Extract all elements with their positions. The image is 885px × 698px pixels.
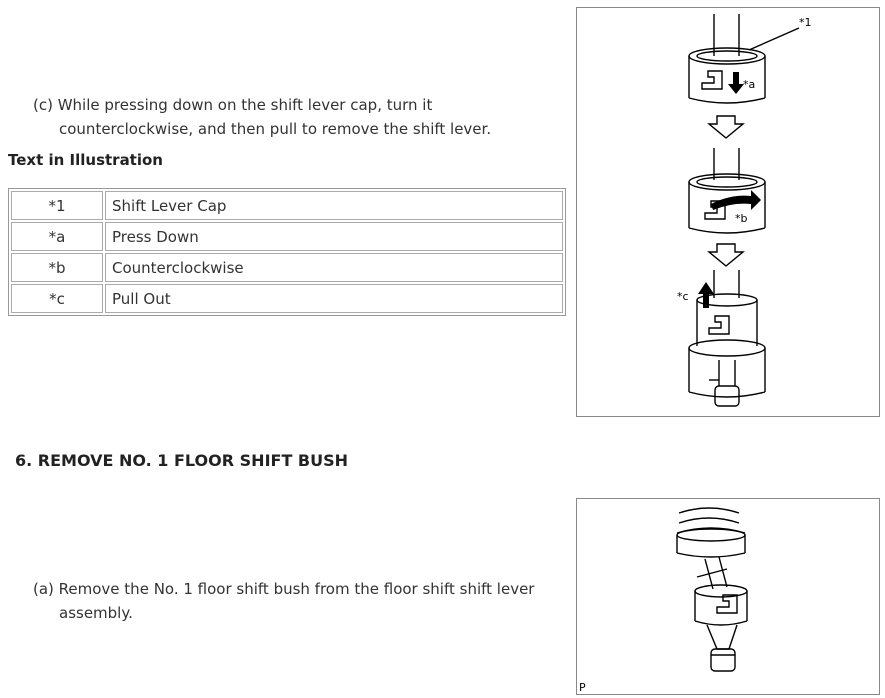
shift-lever-cap-illustration <box>576 7 880 417</box>
legend-table-wrapper <box>8 188 566 316</box>
figure1-label-1: *1 <box>799 16 812 29</box>
step-c-line2: counterclockwise, and then pull to remove the shift lever. <box>59 120 492 138</box>
figure1-label-c: *c <box>677 290 689 303</box>
legend-code: *c <box>11 284 103 313</box>
step-a-line1: (a) Remove the No. 1 floor shift bush from the floor shift shift lever <box>33 580 535 598</box>
legend-row <box>11 284 563 313</box>
step-c-instruction <box>33 93 491 141</box>
shift-lever-cap-drawing <box>577 8 879 416</box>
text-in-illustration-heading: Text in Illustration <box>8 151 163 169</box>
floor-shift-bush-illustration <box>576 498 880 695</box>
legend-table <box>8 188 566 316</box>
floor-shift-bush-drawing <box>577 499 879 694</box>
legend-code: *b <box>11 253 103 282</box>
step-a-line2: assembly. <box>59 604 133 622</box>
legend-code: *1 <box>11 191 103 220</box>
legend-desc: Counterclockwise <box>105 253 563 282</box>
legend-code: *a <box>11 222 103 251</box>
figure2-corner-label: P <box>579 681 586 694</box>
legend-row <box>11 222 563 251</box>
step-c-line1: (c) While pressing down on the shift lever cap, turn it <box>33 96 433 114</box>
step-a-instruction <box>33 577 534 625</box>
legend-desc: Press Down <box>105 222 563 251</box>
legend-row <box>11 191 563 220</box>
section-6-heading: 6. REMOVE NO. 1 FLOOR SHIFT BUSH <box>15 451 349 470</box>
legend-desc: Pull Out <box>105 284 563 313</box>
figure1-label-a: *a <box>743 78 756 91</box>
figure1-label-b: *b <box>735 212 748 225</box>
legend-desc: Shift Lever Cap <box>105 191 563 220</box>
legend-row <box>11 253 563 282</box>
